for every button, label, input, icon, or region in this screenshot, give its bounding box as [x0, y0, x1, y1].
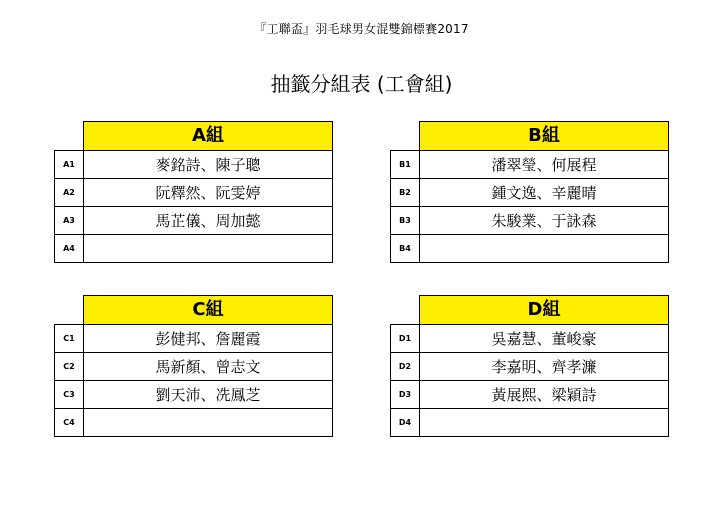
- pair-names: 劉天沛、冼鳳芝: [84, 381, 333, 409]
- table-row: [55, 325, 333, 353]
- slot-code: B1: [391, 151, 420, 179]
- slot-code: D1: [391, 325, 420, 353]
- pair-names: 黃展熙、梁穎詩: [420, 381, 669, 409]
- group-b: [390, 121, 669, 263]
- group-b-table: [390, 150, 669, 263]
- slot-code: A3: [55, 207, 84, 235]
- pair-names: 麥銘詩、陳子聰: [84, 151, 333, 179]
- table-row: [55, 235, 333, 263]
- table-row: [391, 325, 669, 353]
- page-title: 抽籤分組表 (工會組): [270, 72, 453, 96]
- table-row: [391, 207, 669, 235]
- slot-code: D2: [391, 353, 420, 381]
- slot-code: D3: [391, 381, 420, 409]
- slot-code: A1: [55, 151, 84, 179]
- group-a: [54, 121, 333, 263]
- event-title: 『工聯盃』羽毛球男女混雙錦標賽2017: [254, 22, 469, 36]
- slot-code: A4: [55, 235, 84, 263]
- group-c-title: C組: [83, 295, 333, 324]
- pair-names: 鍾文逸、辛麗晴: [420, 179, 669, 207]
- group-d: [390, 295, 669, 437]
- group-b-title: B組: [419, 121, 669, 150]
- slot-code: C4: [55, 409, 84, 437]
- table-row: [55, 353, 333, 381]
- pair-names: 馬芷儀、周加懿: [84, 207, 333, 235]
- pair-names: 馬新顏、曾志文: [84, 353, 333, 381]
- pair-names: [420, 235, 669, 263]
- pair-names: [84, 409, 333, 437]
- table-row: [55, 409, 333, 437]
- pair-names: 朱駿業、于詠森: [420, 207, 669, 235]
- pair-names: [84, 235, 333, 263]
- group-a-table: [54, 150, 333, 263]
- pair-names: 彭健邦、詹麗霞: [84, 325, 333, 353]
- group-c-table: [54, 324, 333, 437]
- pair-names: 阮釋然、阮雯婷: [84, 179, 333, 207]
- slot-code: C1: [55, 325, 84, 353]
- table-row: [391, 235, 669, 263]
- slot-code: B3: [391, 207, 420, 235]
- table-row: [55, 381, 333, 409]
- table-row: [55, 179, 333, 207]
- table-row: [391, 179, 669, 207]
- pair-names: 吳嘉慧、董峻豪: [420, 325, 669, 353]
- group-d-title: D組: [419, 295, 669, 324]
- slot-code: C3: [55, 381, 84, 409]
- table-row: [391, 381, 669, 409]
- slot-code: B2: [391, 179, 420, 207]
- table-row: [391, 353, 669, 381]
- table-row: [55, 151, 333, 179]
- pair-names: 潘翠瑩、何展程: [420, 151, 669, 179]
- slot-code: B4: [391, 235, 420, 263]
- table-row: [391, 409, 669, 437]
- slot-code: A2: [55, 179, 84, 207]
- group-d-table: [390, 324, 669, 437]
- slot-code: D4: [391, 409, 420, 437]
- pair-names: [420, 409, 669, 437]
- group-a-title: A組: [83, 121, 333, 150]
- slot-code: C2: [55, 353, 84, 381]
- table-row: [55, 207, 333, 235]
- table-row: [391, 151, 669, 179]
- pair-names: 李嘉明、齊孝濂: [420, 353, 669, 381]
- group-c: [54, 295, 333, 437]
